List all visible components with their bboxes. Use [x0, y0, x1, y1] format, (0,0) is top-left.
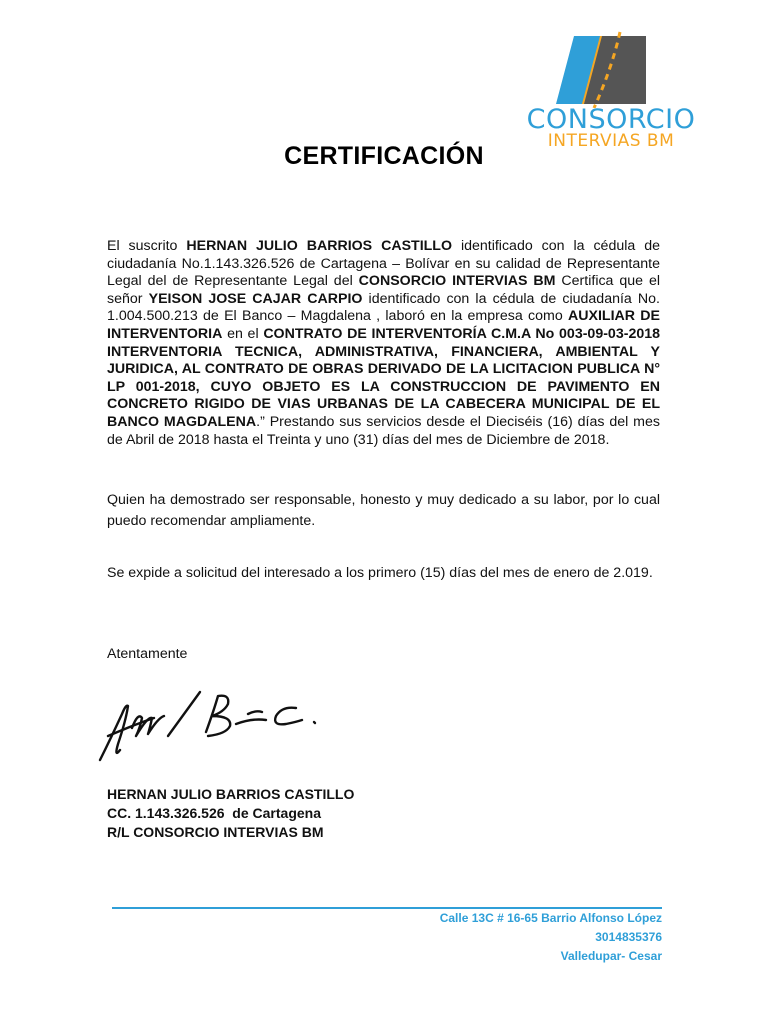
issuer-name: HERNAN JULIO BARRIOS CASTILLO	[186, 238, 453, 254]
issue-date-paragraph: Se expide a solicitud del interesado a los primero (15) días del mes de enero de 2.019.	[107, 565, 653, 581]
company-logo	[516, 28, 706, 156]
employee-role: AUXILIAR DE INTERVENTORIA	[107, 308, 660, 342]
footer-contact	[380, 909, 662, 966]
service-period: Prestando sus servicios desde el Dieciséis (16) días del mes de Abril de 2018 hasta el Treinta y uno (31) días del mes de Diciembre de 2018.	[107, 413, 660, 448]
company-name: CONSORCIO INTERVIAS BM	[358, 273, 556, 290]
footer-city: Valledupar- Cesar	[560, 949, 662, 963]
signer-role: R/L CONSORCIO INTERVIAS BM	[107, 824, 324, 840]
p1-in-the: en el	[222, 325, 264, 342]
p1-after-name: identificado con la cédula de ciudadanía No.1.143.326.526 de Cartagena – Bolívar en su calidad de Representante Legal del de Representante Legal del	[107, 238, 660, 290]
handwritten-signature	[96, 688, 336, 772]
signer-name: HERNAN JULIO BARRIOS CASTILLO	[107, 786, 355, 802]
recommendation-paragraph: Quien ha demostrado ser responsable, honesto y muy dedicado a su labor, por lo cual puedo recomendar ampliamente.	[107, 492, 660, 529]
employee-name: YEISON JOSE CAJAR CARPIO	[148, 290, 363, 307]
p1-after-employee: identificado con la cédula de ciudadanía No. 1.004.500.213 de El Banco – Magdalena , laboró en la empresa como	[107, 290, 660, 325]
footer-address: Calle 13C # 16-65 Barrio Alfonso López	[439, 911, 662, 925]
footer-phone: 3014835376	[595, 930, 662, 944]
p1-certifica: Certifica que el señor	[107, 273, 661, 307]
p1-quote: .”	[256, 413, 265, 430]
logo-name-line1: CONSORCIO	[526, 104, 696, 135]
signer-block	[107, 785, 354, 842]
logo-name-line2: INTERVIAS BM	[547, 131, 675, 151]
document-title: CERTIFICACIÓN	[284, 142, 484, 170]
signer-id: CC. 1.143.326.526 de Cartagena	[107, 805, 322, 821]
closing-salutation: Atentamente	[107, 646, 188, 662]
road-logo-icon	[516, 28, 706, 108]
certification-paragraph	[107, 238, 660, 449]
contract-description: CONTRATO DE INTERVENTORÍA C.M.A No 003-09-03-2018 INTERVENTORIA TECNICA, ADMINISTRATIVA, FINANCIERA, AMBIENTAL Y JURIDICA, AL CONTRATO DE OBRAS DERIVADO DE LA LICITACION PUBLICA N° LP 001-2018, CUYO OBJETO ES LA CONSTRUCCION DE PAVIMENTO EN CONCRETO RIGIDO DE VIAS URBANAS DE LA CABECERA MUNICIPAL DE EL BANCO MAGDALENA	[107, 325, 661, 430]
p1-intro: El suscrito	[107, 238, 187, 254]
